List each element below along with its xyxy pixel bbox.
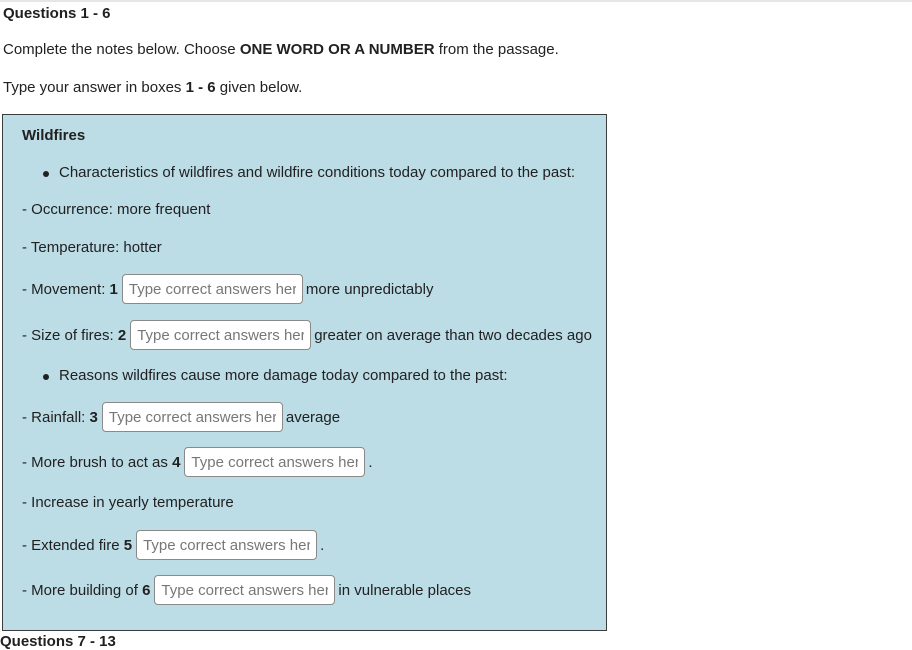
note-increase-temperature: - Increase in yearly temperature — [22, 494, 234, 511]
top-divider — [0, 0, 912, 2]
question-number-3: 3 — [89, 408, 98, 426]
instruction-emphasis: ONE WORD OR A NUMBER — [239, 41, 435, 58]
question-number-1: 1 — [109, 280, 118, 298]
answer-input-6[interactable] — [154, 575, 335, 605]
notes-title: Wildfires — [22, 127, 86, 144]
next-questions-heading-clipped: Questions 7 - 13 — [0, 633, 116, 650]
question-number-4: 4 — [172, 453, 181, 471]
answer-boxes-instruction: Type your answer in boxes 1 - 6 given below. — [3, 79, 303, 96]
instruction-text: Complete the notes below. Choose ONE WORD OR A NUMBER from the passage. — [3, 41, 559, 58]
answer-input-1[interactable] — [122, 274, 303, 304]
note-extended-fire: - Extended fire 5 Type correct answers here . — [22, 530, 324, 560]
bullet-characteristics: Characteristics of wildfires and wildfire conditions today compared to the past: — [59, 164, 576, 181]
note-building: - More building of 6 Type correct answers here in vulnerable places — [22, 575, 471, 605]
note-rainfall: - Rainfall: 3 Type correct answers here average — [22, 402, 340, 432]
questions-heading: Questions 1 - 6 — [3, 5, 111, 22]
note-brush: - More brush to act as 4 Type correct answers here . — [22, 447, 373, 477]
answer-input-5[interactable] — [136, 530, 317, 560]
answer-input-3[interactable] — [102, 402, 283, 432]
bullet-reasons: Reasons wildfires cause more damage today compared to the past: — [59, 367, 508, 384]
question-number-6: 6 — [142, 581, 151, 599]
answer-input-2[interactable] — [130, 320, 311, 350]
box-range: 1 - 6 — [185, 79, 216, 96]
question-number-5: 5 — [123, 536, 133, 554]
notes-panel — [2, 114, 607, 631]
note-size-of-fires: - Size of fires: 2 Type correct answers here greater on average than two decades ago — [22, 320, 592, 350]
note-occurrence: - Occurrence: more frequent — [22, 201, 211, 218]
note-movement: - Movement: 1 Type correct answers here more unpredictably — [22, 274, 433, 304]
note-temperature: - Temperature: hotter — [22, 239, 162, 256]
answer-input-4[interactable] — [184, 447, 365, 477]
question-number-2: 2 — [117, 326, 127, 344]
